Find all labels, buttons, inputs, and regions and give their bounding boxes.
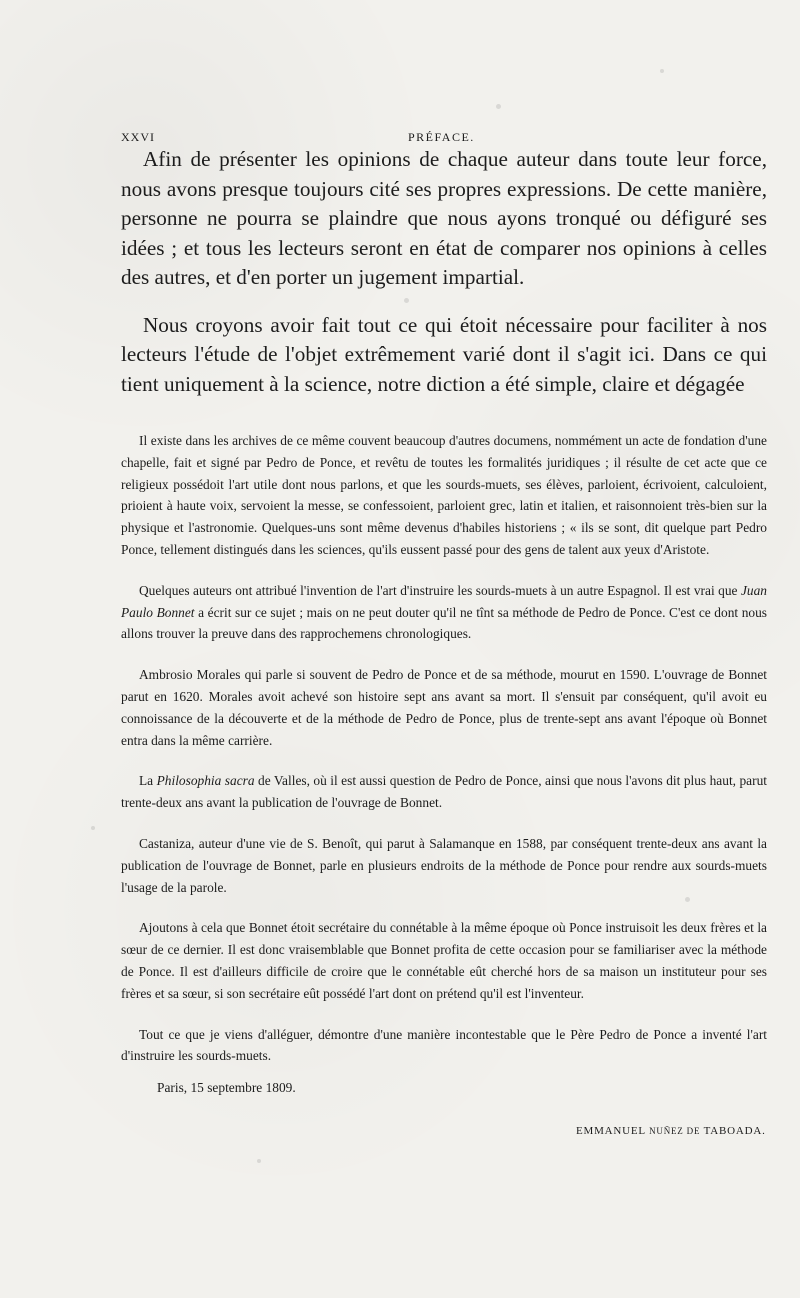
note-paragraph [121,580,767,645]
signature [576,1125,766,1137]
main-text [121,145,767,399]
note-paragraph: Castaniza, auteur d'une vie de S. Benoît, qui parut à Salamanque en 1588, par conséquent trente-deux ans avant la publication de l'ouvrage de Bonnet, parle en plusieurs endroits de la méthode de Ponce pour rendre aux sourds-muets l'usage de la parole. [121,835,767,895]
note-paragraph: Ambrosio Morales qui parle si souvent de Pedro de Ponce et de sa méthode, mourut en 1590. L'ouvrage de Bonnet parut en 1620. Morales avoit achevé son histoire sept ans avant sa mort. Il s'ensuit par conséquent, qu'il avoit eu connoissance de la découverte et de la méthode de Pedro de Ponce, plus de trente-sept ans avant l'époque où Bonnet entra dans la même carrière. [121,667,767,748]
paper-speck [660,69,664,73]
notes-section [121,430,767,1099]
paper-speck [496,104,501,109]
note-paragraph: Ajoutons à cela que Bonnet étoit secrétaire du connétable à la même époque où Ponce instruisoit les deux frères et la sœur de ce dernier. Il est donc vraisemblable que Bonnet profita de cette occasion pour se familiariser avec la méthode de Ponce. Il est d'ailleurs difficile de croire que le connétable eût cherché hors de sa maison un instituteur pour ses frères et sa sœur, si son secrétaire eût possédé l'art dont on prétend qu'il est l'inventeur. [121,920,767,1001]
note-text: a écrit sur ce sujet ; mais on ne peut douter qu'il ne tînt sa méthode de Pedro de Ponce. C'est ce dont nous allons trouver la preuve dans des rapprochemens chronologiques. [121,604,767,642]
signature-last: TABOADA. [703,1125,766,1137]
running-title: PRÉFACE. [408,130,475,144]
note-italic: Philosophia sacra [156,773,255,789]
signature-middle: NUÑEZ DE [649,1126,701,1136]
signature-first: EMMANUEL [576,1125,646,1137]
note-italic: Juan Paulo Bonnet [121,582,767,620]
date-line: Paris, 15 septembre 1809. [157,1080,296,1096]
note-text: Quelques auteurs ont attribué l'invention de l'art d'instruire les sourds-muets à un autre Espagnol. Il est vrai que [139,582,741,598]
note-text: La [139,773,157,789]
note-paragraph: Tout ce que je viens d'alléguer, démontre d'une manière incontestable que le Père Pedro de Ponce a inventé l'art d'instruire les sourds-muets. [121,1026,767,1064]
main-paragraph: Afin de présenter les opinions de chaque auteur dans toute leur force, nous avons presque toujours cité ses propres expressions. De cette manière, personne ne pourra se plaindre que nous ayons tronqué ou défiguré ses idées ; et tous les lecteurs seront en état de comparer nos opinions à celles des autres, et d'en porter un jugement impartial. [121,147,767,289]
paper-speck [257,1159,261,1163]
note-text: de Valles, où il est aussi question de Pedro de Ponce, ainsi que nous l'avons dit plus haut, parut trente-deux ans avant la publication de l'ouvrage de Bonnet. [121,773,767,811]
note-paragraph [121,770,767,814]
main-paragraph: Nous croyons avoir fait tout ce qui étoit nécessaire pour faciliter à nos lecteurs l'étude de l'objet extrêmement varié dont il s'agit ici. Dans ce qui tient uniquement à la science, notre diction a été simple, claire et dégagée [121,312,767,396]
note-paragraph: Il existe dans les archives de ce même couvent beaucoup d'autres documens, nommément un acte de fondation d'une chapelle, fait et signé par Pedro de Ponce, et revêtu de toutes les formalités juridiques ; il résulte de cet acte que ce religieux possédoit l'art utile dont nous parlons, et que les sourds-muets, ses élèves, parloient, écrivoient, calculoient, prioient à haute voix, servoient la messe, se confessoient, parloient grec, latin et italien, et raisonnoient très-bien sur la physique et l'astronomie. Quelques-uns sont même devenus d'habiles historiens ; « ils se sont, dit quelque part Pedro Ponce, tellement distingués dans les sciences, qu'ils eussent passé pour des gens de talent aux yeux d'Aristote. [121,433,767,557]
paper-speck [91,826,95,830]
page-number: XXVI [121,130,155,144]
